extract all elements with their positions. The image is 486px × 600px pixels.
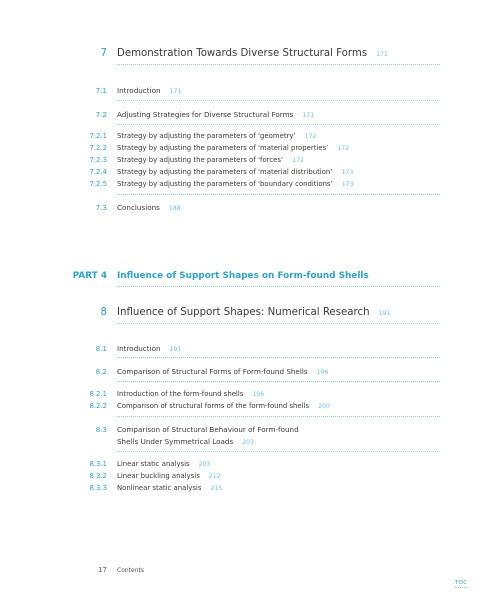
dotted-divider [117,100,440,101]
entry-page[interactable]: 171 [169,88,182,95]
entry-page[interactable]: 191 [169,346,182,353]
entry-title: Linear buckling analysis 212 [117,472,221,480]
entry-page[interactable]: 171 [376,51,388,58]
entry-number: 7.2.1 [89,132,107,140]
entry-title: Strategy by adjusting the parameters of ‘material properties’ 172 [117,144,350,152]
entry-page[interactable]: 196 [316,369,329,376]
entry-title: Influence of Support Shapes on Form-found Shells [117,271,369,281]
entry-title: Introduction of the form-found shells 196 [117,390,265,398]
entry-number: 7.3 [95,203,107,212]
entry-page[interactable]: 173 [341,181,354,188]
dotted-divider [117,124,440,125]
entry-number: 7.2 [95,110,107,119]
entry-number: 7.2.3 [89,156,107,164]
entry-title-continued: Shells Under Symmetrical Loads 203 [117,437,255,446]
entry-number: 7.1 [95,86,107,95]
entry-title: Comparison of Structural Forms of Form-found Shells 196 [117,367,329,376]
entry-title: Introduction 171 [117,86,182,95]
entry-number: 8.3 [95,425,107,434]
dotted-divider [117,416,440,417]
entry-number: 8.3.2 [89,472,107,480]
entry-title: Comparison of structural forms of the form-found shells 200 [117,402,330,410]
toc-link[interactable]: TOC [455,580,468,586]
entry-page[interactable]: 215 [210,485,223,492]
dotted-divider [117,194,440,195]
entry-page[interactable]: 172 [292,157,304,164]
entry-page[interactable]: 203 [198,461,211,468]
entry-title: Comparison of Structural Behaviour of Form-found [117,425,299,434]
entry-page[interactable]: 188 [168,205,181,212]
entry-title: Demonstration Towards Diverse Structural Forms 171 [117,48,388,59]
entry-number: 8.2 [95,367,107,376]
entry-number: PART 4 [72,271,107,281]
page-number: 17 [98,566,107,574]
footer-label: Contents [117,567,144,574]
entry-number: 7.2.2 [89,144,107,152]
entry-title: Conclusions 188 [117,203,181,212]
dotted-divider [117,381,440,382]
entry-page[interactable]: 172 [304,133,317,140]
entry-number: 7.2.5 [89,180,107,188]
entry-page[interactable]: 172 [337,145,350,152]
entry-number: 8.3.3 [89,484,107,492]
dotted-divider [117,286,440,287]
entry-title: Influence of Support Shapes: Numerical Research 191 [117,307,391,318]
entry-title: Introduction 191 [117,344,182,353]
entry-number: 8 [100,307,107,318]
entry-title: Strategy by adjusting the parameters of ‘geometry’ 172 [117,132,317,140]
entry-title: Nonlinear static analysis 215 [117,484,223,492]
entry-number: 8.1 [95,344,107,353]
dotted-divider [117,323,440,324]
entry-page[interactable]: 200 [318,403,330,410]
entry-number: 7 [100,48,107,59]
entry-number: 7.2.4 [89,168,107,176]
entry-page[interactable]: 171 [302,112,315,119]
entry-page[interactable]: 196 [252,391,265,398]
page-footer [0,566,486,578]
dotted-divider [117,64,440,65]
entry-number: 8.2.1 [89,390,107,398]
entry-page[interactable]: 212 [208,473,221,480]
entry-title: Linear static analysis 203 [117,460,211,468]
dotted-divider [117,357,440,358]
entry-number: 8.2.2 [89,402,107,410]
entry-number: 8.3.1 [89,460,107,468]
entry-page[interactable]: 191 [378,310,391,317]
entry-title: Strategy by adjusting the parameters of ‘boundary conditions’ 173 [117,180,354,188]
entry-page[interactable]: 203 [242,439,255,446]
entry-title: Strategy by adjusting the parameters of ‘forces’ 172 [117,156,304,164]
entry-page[interactable]: 173 [341,169,354,176]
dotted-divider [117,451,440,452]
entry-title: Strategy by adjusting the parameters of ‘material distribution’ 173 [117,168,354,176]
entry-title: Adjusting Strategies for Diverse Structural Forms 171 [117,110,315,119]
